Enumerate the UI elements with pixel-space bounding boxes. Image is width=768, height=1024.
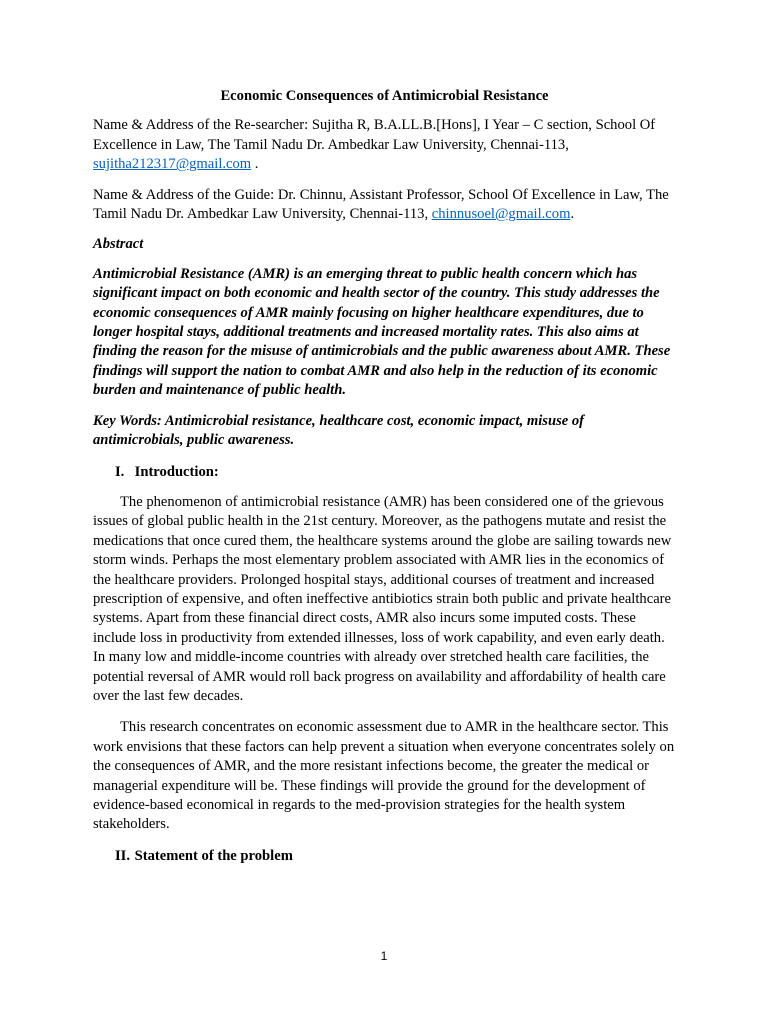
section-number: II. [115, 847, 131, 864]
keywords: Key Words: Antimicrobial resistance, healthcare cost, economic impact, misuse of antimicrobials, public awareness. [93, 412, 585, 449]
section-title: Introduction: [134, 463, 219, 480]
section-number: I. [115, 463, 125, 480]
guide-email-link[interactable]: chinnusoel@gmail.com [431, 206, 571, 223]
page-number: 1 [380, 949, 388, 963]
section-title: Statement of the problem [134, 847, 293, 864]
abstract-heading: Abstract [93, 236, 144, 253]
intro-paragraph-1: The phenomenon of antimicrobial resistance (AMR) has been considered one of the grievous issues of global public health in the 21st century. Moreover, as the pathogens mutate and resist the medications that once cured them, the healthcare systems around the globe are sailing towards new storm winds. Perhaps the most elementary problem associated with AMR lies in the economics of the healthcare providers. Prolonged hospital stays, additional courses of treatment and increased prescription of expensive, and often ineffective antibiotics strain both public and private healthcare systems. Apart from these financial direct costs, AMR also incurs some imputed costs. These include loss in productivity from extended illnesses, loss of work capability, and even early death. In many low and middle-income countries with already over stretched health care facilities, the potential reversal of AMR would roll back progress on availability and affordability of health care over the last few decades. [93, 493, 672, 704]
researcher-suffix: . [251, 156, 259, 173]
document-title: Economic Consequences of Antimicrobial Resistance [220, 88, 549, 104]
guide-info [93, 186, 676, 225]
section-heading-problem [93, 847, 676, 866]
researcher-email-link[interactable]: sujitha212317@gmail.com [93, 156, 252, 173]
abstract-text: Antimicrobial Resistance (AMR) is an emerging threat to public health concern which has significant impact on both economic and health sector of the country. This study addresses the economic consequences of AMR mainly focusing on higher healthcare expenditures, due to longer hospital stays, additional treatments and increased mortality rates. This also aims at finding the reason for the misuse of antimicrobials and the public awareness about AMR. These findings will support the nation to combat AMR and also help in the reduction of its economic burden and maintenance of public health. [93, 265, 671, 399]
researcher-info [93, 116, 676, 174]
page-content [93, 87, 676, 877]
guide-text: Name & Address of the Guide: Dr. Chinnu, Assistant Professor, School Of Excellence in Law, The Tamil Nadu Dr. Ambedkar Law University, Chennai-113, [93, 186, 669, 223]
intro-paragraph-2: This research concentrates on economic assessment due to AMR in the healthcare sector. This work envisions that these factors can help prevent a situation when everyone concentrates solely on the consequences of AMR, and the more resistant infections become, the greater the medical or managerial expenditure will be. These findings will provide the ground for the development of evidence-based economical in regards to the med-provision strategies for the health system stakeholders. [93, 719, 675, 833]
guide-suffix: . [570, 206, 575, 223]
researcher-text: Name & Address of the Re-searcher: Sujitha R, B.A.LL.B.[Hons], I Year – C section, School Of Excellence in Law, The Tamil Nadu Dr. Ambedkar Law University, Chennai-113, [93, 117, 656, 153]
section-heading-introduction [93, 463, 676, 482]
